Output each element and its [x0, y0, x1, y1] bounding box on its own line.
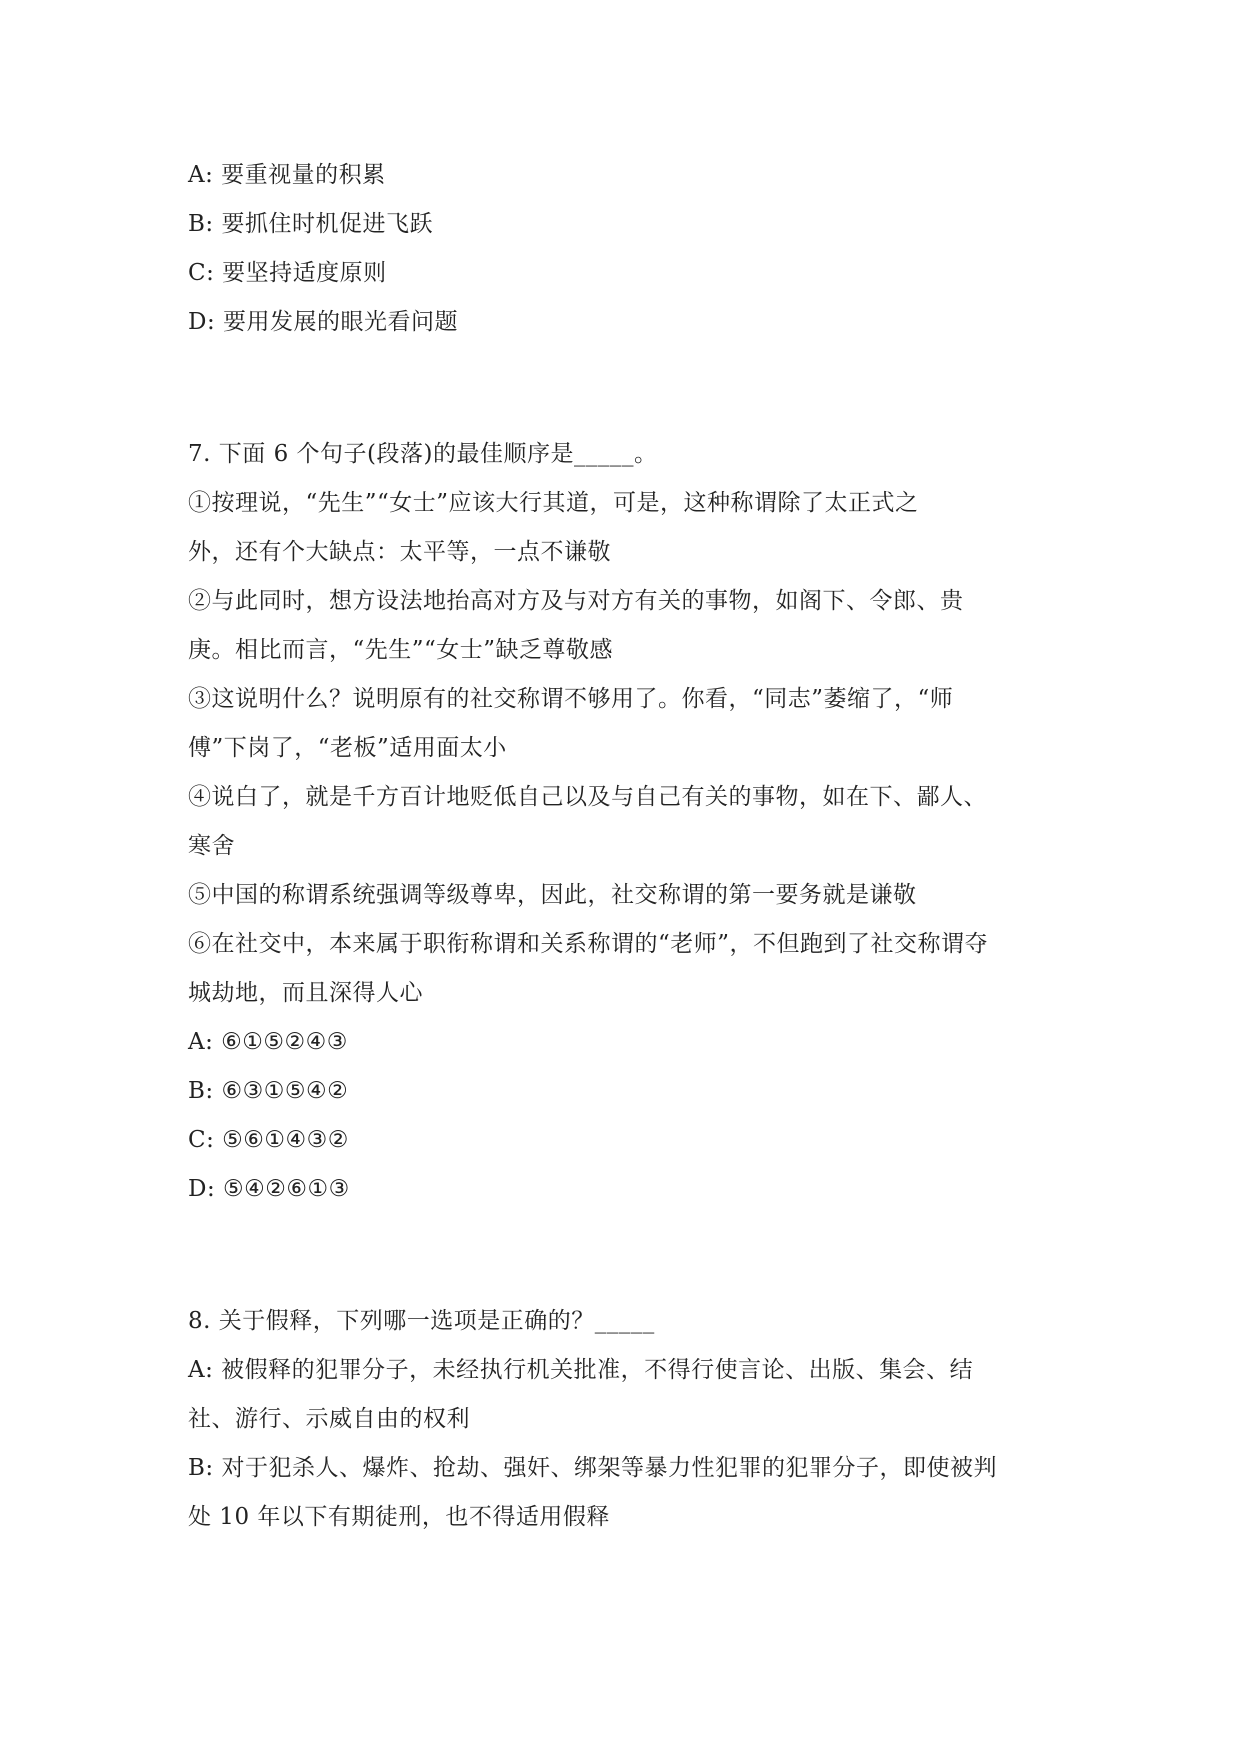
q8-option-line: 社、游行、示威自由的权利 — [188, 1406, 470, 1432]
q6-options — [188, 151, 1068, 347]
option-text: 要抓住时机促进飞跃 — [221, 211, 433, 237]
q8-option-line: B: 对于犯杀人、爆炸、抢劫、强奸、绑架等暴力性犯罪的犯罪分子，即使被判 — [188, 1455, 997, 1481]
option-letter: B: — [188, 211, 214, 237]
option-letter: A: — [188, 1029, 214, 1055]
q8-stem: 8. 关于假释，下列哪一选项是正确的？_____ — [188, 1308, 655, 1334]
q7-sentence-line: ⑤中国的称谓系统强调等级尊卑，因此，社交称谓的第一要务就是谦敬 — [188, 882, 917, 908]
option-text: ⑤⑥①④③② — [222, 1127, 349, 1153]
option-letter: D: — [188, 309, 216, 335]
option-text: 要重视量的积累 — [221, 162, 386, 188]
question-7 — [188, 430, 1068, 1214]
q6-option-b — [188, 200, 1068, 249]
q7-sentence-line: 外，还有个大缺点：太平等，一点不谦敬 — [188, 539, 611, 565]
q7-sentence-line: 城劫地，而且深得人心 — [188, 980, 423, 1006]
document-content — [188, 151, 1068, 1542]
q7-stem: 7. 下面 6 个句子(段落)的最佳顺序是_____。 — [188, 441, 658, 467]
option-text: 要用发展的眼光看问题 — [223, 309, 459, 335]
option-text: ⑤④②⑥①③ — [223, 1176, 350, 1202]
q7-sentence-line: ③这说明什么？说明原有的社交称谓不够用了。你看，“同志”萎缩了，“师 — [188, 686, 954, 712]
q7-option-c — [188, 1116, 1068, 1165]
q8-option-line: A: 被假释的犯罪分子，未经执行机关批准，不得行使言论、出版、集会、结 — [188, 1357, 974, 1383]
q8-option-line: 处 10 年以下有期徒刑，也不得适用假释 — [188, 1504, 610, 1530]
option-letter: C: — [188, 260, 215, 286]
option-text: 要坚持适度原则 — [222, 260, 387, 286]
q6-option-d — [188, 298, 1068, 347]
q7-option-a — [188, 1018, 1068, 1067]
option-letter: B: — [188, 1078, 214, 1104]
q7-sentence-line: ①按理说，“先生”“女士”应该大行其道，可是，这种称谓除了太正式之 — [188, 490, 919, 516]
q7-sentence-line: ⑥在社交中，本来属于职衔称谓和关系称谓的“老师”，不但跑到了社交称谓夺 — [188, 931, 989, 957]
option-letter: A: — [188, 162, 214, 188]
question-gap — [188, 1214, 1068, 1297]
q7-sentence-line: 寒舍 — [188, 833, 235, 859]
question-gap — [188, 347, 1068, 430]
question-8 — [188, 1297, 1068, 1542]
q7-option-d — [188, 1165, 1068, 1214]
q6-option-c — [188, 249, 1068, 298]
q6-option-a — [188, 151, 1068, 200]
option-letter: D: — [188, 1176, 216, 1202]
q7-option-b — [188, 1067, 1068, 1116]
q7-sentence-line: ④说白了，就是千方百计地贬低自己以及与自己有关的事物，如在下、鄙人、 — [188, 784, 987, 810]
q7-sentence-line: 傅”下岗了，“老板”适用面太小 — [188, 735, 507, 761]
q7-sentence-line: ②与此同时，想方设法地抬高对方及与对方有关的事物，如阁下、令郎、贵 — [188, 588, 964, 614]
q7-sentence-line: 庚。相比而言，“先生”“女士”缺乏尊敬感 — [188, 637, 614, 663]
option-text: ⑥①⑤②④③ — [221, 1029, 348, 1055]
option-letter: C: — [188, 1127, 215, 1153]
option-text: ⑥③①⑤④② — [221, 1078, 349, 1104]
